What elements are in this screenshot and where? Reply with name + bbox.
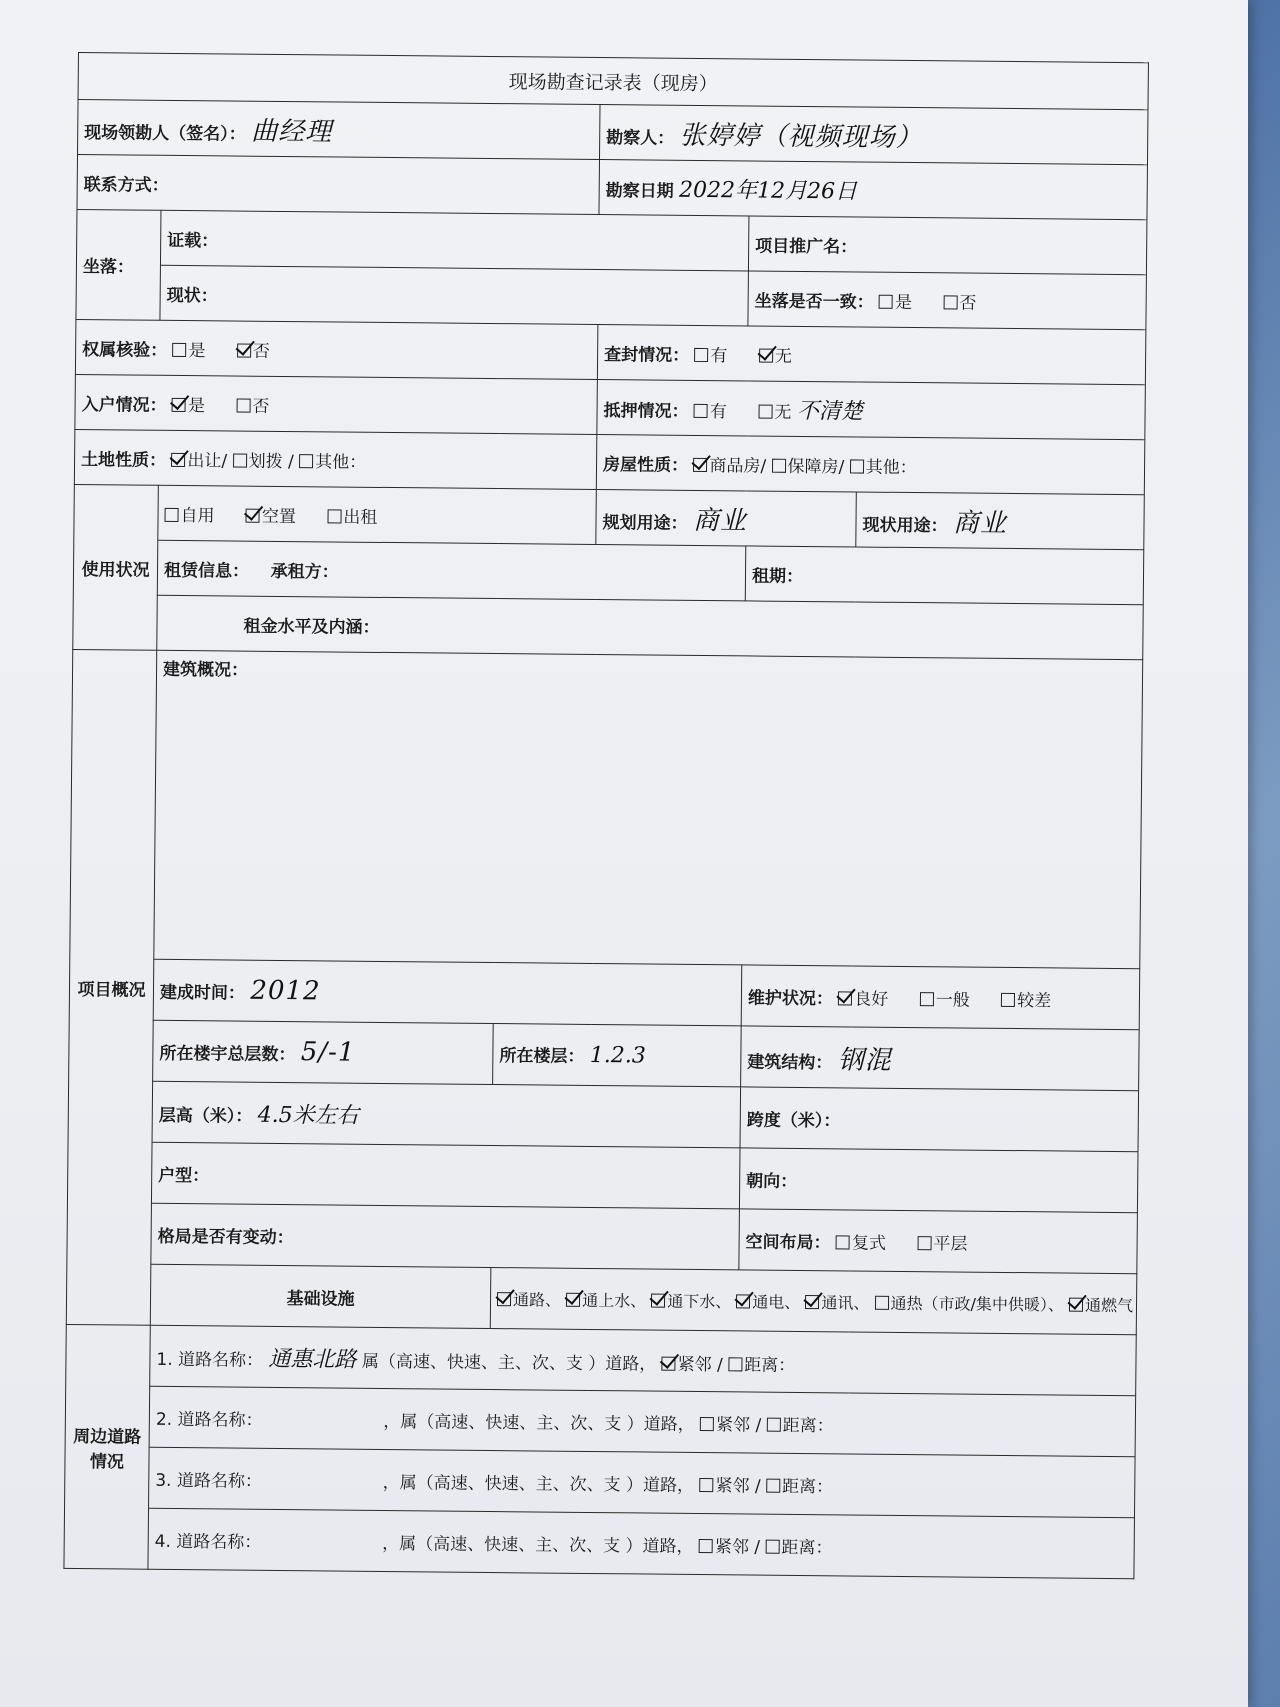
form-title: 现场勘查记录表（现房） [78,53,1148,110]
location-label: 坐落： [76,209,161,320]
seal-none-checkbox[interactable] [759,348,773,362]
planned-value: 商业 [692,505,748,536]
layout-label: 空间布局： [745,1231,831,1253]
road-2-name [268,1425,378,1426]
house-opt3-label: 其他： [865,457,917,478]
rent-label: 租金水平及内涵： [243,616,380,638]
floor-cell [493,1024,742,1087]
road-2-adjacent-checkbox[interactable] [700,1417,714,1431]
mortgage-none-checkbox[interactable] [758,404,772,418]
current-cell [160,265,749,326]
inspector-cell [599,105,1148,165]
usage-rent-label: 出租 [343,507,378,528]
maint-avg-label: 一般 [935,989,970,1011]
consistent-cell [748,271,1147,330]
road-row-1 [150,1325,1137,1395]
layout-duplex-label: 复式 [851,1232,887,1254]
maint-avg-checkbox[interactable] [920,992,934,1006]
lessee-label: 承租方： [270,561,339,583]
road-3-name [267,1486,377,1487]
road-4-distance-label: 距离： [781,1537,833,1558]
usage-self-checkbox[interactable] [164,507,178,521]
layout-flat-checkbox[interactable] [917,1236,931,1250]
maint-label: 维护状况： [747,987,834,1009]
road-2-adjacent-label: 紧邻 [716,1414,751,1436]
road-4-type: ，属（高速、快速、主、次、支 ）道路， [382,1533,694,1557]
consistent-yes-checkbox[interactable] [879,294,893,308]
house-opt1-label: 商品房/ [709,455,767,477]
entry-no-checkbox[interactable] [236,398,250,412]
road-3-adjacent-checkbox[interactable] [699,1478,713,1492]
road-3-adjacent-label: 紧邻 [715,1475,750,1497]
built-label: 建成时间： [159,982,246,1004]
road-1-adjacent-label: 紧邻 [677,1354,712,1375]
road-3-type: ，属（高速、快速、主、次、支 ）道路， [382,1472,695,1496]
road-4-prefix: 4. 道路名称： [154,1531,262,1553]
seal-label: 查封情况： [604,344,690,366]
change-label: 格局是否有变动： [157,1226,294,1248]
lease-label: 租赁信息： [163,560,250,582]
maint-good-checkbox[interactable] [838,991,852,1005]
house-opt2-label: 保障房/ [787,456,845,477]
mortgage-have-checkbox[interactable] [694,403,708,417]
structure-label: 建筑结构： [747,1051,833,1073]
span-cell [740,1087,1139,1152]
ownership-no-label: 否 [252,341,271,362]
form-table [63,52,1149,1579]
rent-cell [157,595,1143,659]
road-1-prefix: 1. 道路名称： [156,1349,264,1371]
inspector-label: 勘察人： [606,127,675,149]
road-1-distance-checkbox[interactable] [728,1357,742,1371]
mortgage-label: 抵押情况： [603,400,689,422]
road-1-adjacent-checkbox[interactable] [662,1356,676,1370]
usage-vacant-label: 空置 [261,506,297,527]
layout-flat-label: 平层 [933,1233,968,1255]
infra-water-checkbox[interactable] [566,1292,580,1306]
layout-cell [739,1209,1138,1274]
maint-cell [741,965,1140,1030]
structure-cell [741,1026,1140,1091]
infra-power-label: 通电、 [752,1292,801,1312]
promo-cell [748,216,1147,275]
maint-good-label: 良好 [854,988,889,1010]
planned-label: 规划用途： [602,512,688,534]
orient-cell [739,1148,1138,1213]
seal-cell [597,325,1146,385]
usage-self-label: 自用 [180,505,215,526]
lead-signature: 曲经理 [251,116,333,147]
layout-duplex-checkbox[interactable] [836,1235,850,1249]
built-value: 2012 [250,975,321,1007]
floor-label: 所在楼层： [499,1046,585,1067]
usage-vacant-checkbox[interactable] [246,508,260,522]
house-opt3-checkbox[interactable] [850,459,864,473]
date-cell [599,160,1148,220]
cert-cell [160,210,749,271]
road-3-distance-checkbox[interactable] [766,1478,780,1492]
road-4-adjacent-checkbox[interactable] [699,1539,713,1553]
seal-have-checkbox[interactable] [694,347,708,361]
road-4-adjacent-label: 紧邻 [714,1536,750,1558]
road-1-distance-label: 距离： [744,1354,796,1376]
infra-drain-checkbox[interactable] [651,1293,665,1307]
road-row-3 [149,1447,1136,1517]
road-4-sep: / [754,1537,766,1558]
current-label: 现状： [166,285,218,306]
seal-have-label: 有 [710,345,728,366]
maint-poor-label: 较差 [1017,990,1052,1011]
infra-gas-checkbox[interactable] [1069,1297,1083,1311]
infra-power-checkbox[interactable] [736,1294,750,1308]
house-opt2-checkbox[interactable] [772,458,786,472]
floor-value: 1.2.3 [589,1042,646,1069]
height-cell [152,1081,741,1148]
building-cell [154,650,1143,968]
infra-telecom-checkbox[interactable] [805,1295,819,1309]
contact-cell [77,155,600,215]
ownership-yes-checkbox[interactable] [172,342,186,356]
consistent-no-label: 否 [959,292,977,314]
mortgage-note: 不清楚 [796,398,863,425]
term-label: 租期： [751,565,804,587]
road-3-distance-label: 距离： [781,1476,834,1497]
built-cell [153,959,742,1026]
road-row-2 [149,1386,1136,1456]
land-opt2-label: 划拨 / [248,451,294,472]
inspector-value: 张婷婷（视频现场） [679,120,923,153]
current-use-label: 现状用途： [862,515,948,536]
planned-cell [596,489,857,546]
infra-road-label: 通路、 [512,1289,562,1310]
height-label: 层高（米）： [158,1105,253,1127]
span-label: 跨度（米）： [746,1109,841,1131]
lead-cell [78,100,601,160]
infra-label: 基础设施 [150,1264,491,1328]
change-cell [151,1203,740,1270]
road-2-prefix: 2. 道路名称： [155,1409,263,1431]
land-label: 土地性质： [80,449,167,471]
date-value: 2022年12月26日 [678,177,858,204]
land-cell [74,429,597,489]
road-2-distance-checkbox[interactable] [767,1417,781,1431]
land-opt3-label: 其他： [315,451,367,473]
entry-label: 入户情况： [81,394,167,416]
contact-label: 联系方式： [83,174,169,196]
usage-options-cell [158,485,597,544]
land-opt2-checkbox[interactable] [233,453,247,467]
mortgage-have-label: 有 [709,401,728,422]
infra-heat-label: 通热（市政/集中供暖）、 [890,1293,1065,1315]
consistent-no-checkbox[interactable] [943,295,957,309]
road-3-sep: / [754,1476,767,1497]
ownership-cell [75,319,598,379]
house-opt1-checkbox[interactable] [693,457,707,471]
land-opt1-label: 出让/ [187,450,228,471]
entry-yes-checkbox[interactable] [172,397,186,411]
floors-label: 所在楼宇总层数： [159,1043,296,1066]
lead-label: 现场领勘人（签名）： [84,122,246,145]
date-label: 勘察日期 [605,180,674,202]
inspection-form [63,52,1148,1579]
usage-label: 使用状况 [73,484,159,650]
type-label: 户型： [158,1165,210,1186]
house-cell [596,434,1145,494]
maint-poor-checkbox[interactable] [1001,992,1015,1006]
road-2-distance-label: 距离： [782,1415,834,1436]
orient-label: 朝向： [746,1170,798,1192]
cert-label: 证载： [167,230,219,251]
infra-cell [490,1268,1137,1335]
land-opt3-checkbox[interactable] [299,454,313,468]
road-1-name: 通惠北路 [268,1346,357,1373]
floors-cell [153,1020,494,1084]
project-label: 项目概况 [66,649,156,1325]
current-use-value: 商业 [952,507,1008,539]
ownership-yes-label: 是 [188,340,206,361]
type-cell [151,1142,740,1209]
road-row-4 [148,1508,1135,1578]
ownership-label: 权属核验： [82,339,168,361]
road-2-sep: / [755,1415,767,1436]
road-1-type: 属（高速、快速、主、次、支 ）道路， [361,1351,657,1375]
land-opt1-checkbox[interactable] [171,452,185,466]
road-4-distance-checkbox[interactable] [765,1539,779,1553]
infra-gas-label: 通燃气 [1084,1295,1134,1315]
infra-drain-label: 通下水、 [667,1291,732,1311]
infra-road-checkbox[interactable] [497,1292,511,1306]
mortgage-cell [597,380,1146,440]
current-use-cell [856,492,1145,550]
road-3-prefix: 3. 道路名称： [155,1470,263,1492]
road-4-name [267,1547,377,1548]
height-value: 4.5米左右 [257,1102,359,1129]
consistent-label: 坐落是否一致： [754,291,874,313]
entry-yes-label: 是 [187,395,206,416]
consistent-yes-label: 是 [894,292,913,313]
structure-value: 钢混 [837,1044,892,1076]
road-1-sep: / [717,1354,729,1375]
infra-heat-checkbox[interactable] [875,1295,889,1309]
infra-telecom-label: 通讯、 [821,1292,870,1313]
ownership-no-checkbox[interactable] [237,343,251,357]
promo-label: 项目推广名： [755,236,858,257]
roads-label: 周边道路情况 [64,1324,150,1569]
road-2-type: ，属（高速、快速、主、次、支 ）道路， [383,1411,695,1435]
floors-value: 5/-1 [300,1037,356,1068]
infra-water-label: 通上水、 [582,1290,647,1311]
mortgage-none-label: 无 [774,402,792,423]
entry-cell [75,374,598,434]
building-label: 建筑概况： [162,659,249,681]
seal-none-label: 无 [774,346,793,367]
entry-no-label: 否 [252,396,270,417]
lease-cell [157,540,746,601]
term-cell [745,546,1144,605]
house-label: 房屋性质： [602,454,689,476]
usage-rent-checkbox[interactable] [327,509,341,523]
